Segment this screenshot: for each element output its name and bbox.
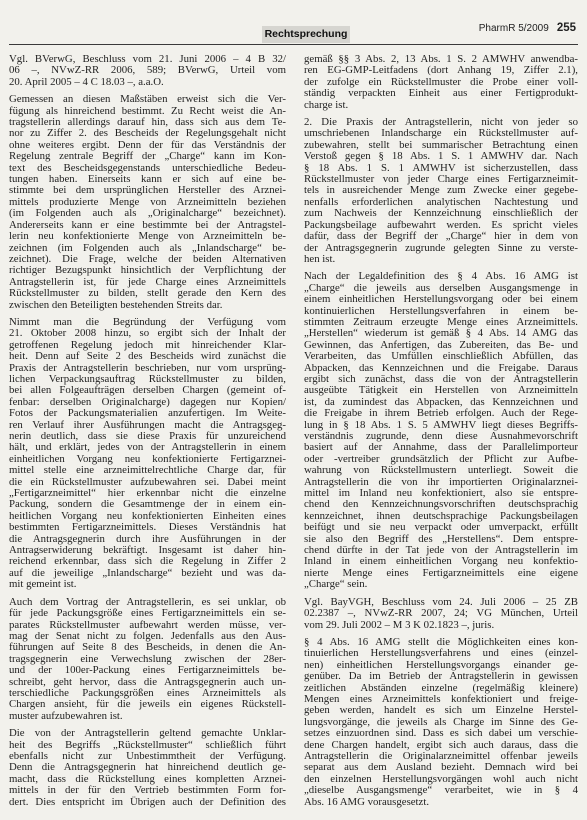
text-line: Auch dem Vortrag der Antragstellerin, es sei unklar, ob [9, 595, 286, 608]
text-line: ist, da zumindest das Abpacken, das Kennzeichnen und [304, 395, 578, 408]
paragraph [304, 54, 578, 111]
text-line: setzes einzuordnen sind. Dass es sich dabei um verschie- [304, 727, 578, 740]
text-line: lerin neu konfektionierte Menge von Arzneimitteln be- [9, 230, 286, 243]
text-line: dafür, dass der Begriff der „Charge“ hier in dem von [304, 230, 578, 243]
text-line: zeichnet). Die Frage, welche der beiden Alternativen [9, 252, 286, 265]
text-line: mag der Senat nicht zu folgen. Jedenfalls aus den Aus- [9, 629, 286, 642]
text-line: für jede Packungsgröße eines Fertigarzneimittels ein se- [9, 607, 286, 620]
text-line: separat aus dem Ausland bezieht. Demnach wird bei [304, 761, 578, 774]
text-line: lichen Verpackungsauftrag Rückstellmuster zu bilden, [9, 372, 286, 385]
text-line: kennzeichnet, ihnen deutschsprachige Packungsbeilagen [304, 509, 578, 522]
text-line: sie also den Begriff des „Herstellens“. Dem entspre- [304, 532, 578, 545]
text-line: charge ist. [304, 98, 349, 111]
paragraph [304, 637, 578, 808]
text-line: nor zu Ziffer 2. des Bescheids der Regelungsgehalt nicht [9, 127, 286, 140]
text-line: parates Rückstellmuster aufbewahrt werden müsse, ver- [9, 618, 286, 631]
text-line: oder -vertreiber grundsätzlich der Pflicht zur Aufbe- [304, 452, 578, 465]
text-line: „Charge“ sein. [304, 578, 368, 591]
text-line: führungen auf Seite 8 des Bescheids, in denen die An- [9, 641, 286, 654]
text-line: „Charge“ die jeweils aus derselben Ausgangsmenge in [304, 281, 578, 294]
text-line: mittel stelle eine arzneimittelrechtliche Charge dar, für [9, 464, 286, 477]
text-line: bestimmten Fertigarzneimittels. Dieses Verständnis hat [9, 521, 286, 534]
text-line: Antragserwiderung bekräftigt. Insgesamt ist daher hin- [9, 544, 286, 557]
text-line: kontinuierlichen Herstellungsverfahren in einem be- [304, 304, 578, 317]
text-line: 20. April 2005 – 4 C 18.03 –, a.a.O. [9, 75, 164, 88]
text-line: fenbar: derselben Originalcharge) dagegen nur Kopien/ [9, 395, 286, 408]
text-line: Praxis der Antragstellerin beschrieben, nur vom ursprüng- [9, 361, 286, 374]
text-line: Rückstellmuster von jeder Charge eines Fertigarzneimit- [304, 173, 578, 186]
text-line: vom 29. Juli 2002 – M 3 K 02.1823 –, juris. [304, 618, 495, 631]
text-line: Antragstellerin ist, für jede Charge eines Arzneimittels [9, 275, 286, 288]
text-line: ergibt sich zunächst, dass die von der Antragstellerin [304, 372, 578, 385]
text-line: dert. Dies entspricht im Übrigen auch der Definition des [9, 795, 286, 808]
text-line: Abs. 16 AMG vorausgesetzt. [304, 795, 430, 808]
paragraph [9, 54, 286, 88]
text-line: umschriebenen Inlandscharge ein Rückstellmuster auf- [304, 127, 578, 140]
page-number: 255 [556, 22, 576, 34]
text-line: der zufolge ein Rückstellmuster die Probe einer voll- [304, 75, 578, 88]
text-line: terschiedliche Packungsgrößen eines Arzneimittels als [9, 686, 286, 699]
text-line: Verarbeiten, das Umfüllen einschließlich Abfüllen, das [304, 350, 578, 363]
text-line: nierte Menge eines Fertigarzneimittels eine eigene [304, 566, 578, 579]
text-line: Vgl. BayVGH, Beschluss vom 24. Juli 2006 – 25 ZB [304, 595, 578, 608]
section-title: Rechtsprechung [262, 26, 350, 43]
text-line: Packungsbeilage aufbewahrt werden. Es spricht vieles [304, 218, 578, 231]
text-line: lungsvorgänge, die jeweils als Charge im Sinne des Ge- [304, 715, 578, 728]
text-line: und der 100er-Packung eines Fertigarzneimittels be- [9, 664, 286, 677]
text-line: Chargen ansieht, für die jeweils ein eigenes Rückstell- [9, 698, 286, 711]
text-line: gemäß §§ 3 Abs. 2, 13 Abs. 1 S. 2 AMWHV anwendba- [304, 53, 578, 65]
text-line: zwischen den Beteiligten bestehenden Streits dar. [9, 298, 223, 311]
text-line: mittels produzierte Menge von Arzneimitteln beziehen [9, 195, 286, 208]
text-line: muster aufzubewahren ist. [9, 709, 123, 722]
text-line: einem einheitlichen Herstellungsvorgang oder bei einem [304, 293, 578, 306]
text-line: Packung, sondern die Gesamtmenge der in einem ein- [9, 498, 286, 511]
paragraph [9, 597, 286, 722]
text-line: Abpacken, das Kennzeichnen und die Freigabe. Daraus [304, 361, 578, 374]
text-line: heit des Begriffs „Rückstellmuster“ schließlich führt [9, 738, 286, 751]
text-line: genüber. Da im Betrieb der Antragstellerin in gewissen [304, 670, 578, 683]
text-line: stimmte bei dem ursprünglichen Hersteller des Arznei- [9, 184, 286, 197]
text-line: dene Chargen handelt, ergibt sich auch daraus, dass die [304, 738, 578, 751]
text-line: hält, und erklärt, jedes von der Antragstellerin in einem [9, 441, 286, 454]
text-line: macht, dass die Rückstellung eines kompletten Arznei- [9, 772, 286, 785]
text-line: ständig verpackten Einheit aus einer Fertigprodukt- [304, 87, 578, 100]
text-line: Die von der Antragstellerin geltend gemachte Unklar- [9, 727, 286, 740]
paragraph [304, 117, 578, 265]
text-line: auf die jeweilige „Inlandscharge“ bezieht und was da- [9, 566, 286, 579]
text-line: Andererseits kann er eine bestimmte bei der Antragstel- [9, 218, 286, 231]
text-line: 21. Oktober 2008 hinzu, so ergibt sich der Inhalt der [9, 327, 286, 340]
text-line: „dieselbe Ausgangsmenge“ verarbeitet, wie in § 4 [304, 784, 578, 797]
text-line: § 18 Abs. 1 S. 1 AMWHV ist sicherzustellen, dass [304, 161, 578, 174]
text-line: tels in ausreichender Menge zum Zwecke einer gegebe- [304, 184, 578, 197]
text-line: hen ist. [304, 252, 336, 265]
text-line: reichend erkennbar, dass sich die Regelung in Ziffer 2 [9, 555, 286, 568]
text-line: geben werden, handelt es sich um Einzelne Herstel- [304, 704, 578, 717]
text-line: ebenfalls nicht zur Unbestimmtheit der Verfügung. [9, 749, 286, 762]
text-line: chend den Kennzeichnungsvorschriften deutschsprachig [304, 498, 578, 511]
text-line: getroffenen Regelung jedoch mit hinreichender Klar- [9, 338, 286, 351]
text-line: Antragstellerin die von ihr importierten Originalarznei- [304, 475, 578, 488]
text-line: chend dürfte in der Tat jede von der Antragstellerin im [304, 544, 578, 557]
text-line: 06 –, NVwZ-RR 2006, 589; BVerwG, Urteil vom [9, 64, 286, 77]
text-line: einheitlichen Vorgang neu konfektionierte Fertigarznei- [9, 452, 286, 465]
text-line: § 4 Abs. 16 AMG stellt die Möglichkeiten eines kon- [304, 635, 578, 648]
text-line: zeichnen (im Folgenden auch als „Inlandscharge“ be- [9, 241, 286, 254]
text-line: Nimmt man die Begründung der Verfügung vom [9, 315, 286, 328]
text-line: Inland in einem einheitlichen Vorgang neu konfektio- [304, 555, 578, 568]
text-line: ren EG-GMP-Leitfadens (dort Anhang 19, Ziffer 2.1), [304, 64, 578, 77]
text-line: basiert auf der Annahme, dass der Parallelimporteur [304, 441, 578, 454]
text-line: tragstellerin allerdings darauf hin, dass sich aus dem Te- [9, 116, 286, 129]
text-line: mit gemeint ist. [9, 578, 77, 591]
right-column [304, 54, 578, 808]
text-line: schreibt, geht hervor, dass die Antragsgegnerin auch un- [9, 675, 286, 688]
text-line: „Herstellen“ wiederum ist gemäß § 4 Abs. 14 AMG das [304, 327, 578, 340]
text-line: wahrung von Rückstellmustern unterliegt. Soweit die [304, 464, 578, 477]
text-line: tragsgegnerin eine Verwechslung zwischen der 28er- [9, 652, 286, 665]
text-line: fügung als hinreichend bestimmt. Zu Recht weist die An- [9, 104, 286, 117]
text-line: verständnis zugrunde, denn diese Ausnahmevorschrift [304, 430, 578, 442]
text-line: 02.2387 –, NVwZ-RR 2007, 24; VG München, Urteil [304, 607, 578, 620]
text-line: mittels in der für den Vertrieb bestimmten Form for- [9, 784, 286, 797]
header-rule [9, 44, 578, 45]
text-line: die ein Rückstellmuster aufzubewahren sei. Dabei meint [9, 475, 286, 488]
paragraph [9, 728, 286, 808]
text-line: Gemessen an diesen Maßstäben erweist sich die Ver- [9, 93, 286, 106]
text-line: die Antragsgegnerin durch ihre Ausführungen in der [9, 532, 286, 545]
text-line: die Freigabe in ihrem Betrieb erfolgen. Auch der Rege- [304, 407, 578, 420]
text-line: nen) einheitlichen Herstellungsvorgangs einander ge- [304, 658, 578, 671]
paragraph [304, 271, 578, 590]
text-line: bei allen Folgeaufträgen derselben Chargen (gemeint of- [9, 384, 286, 397]
text-line: (im Folgenden auch als „Originalcharge“ bezeichnet). [9, 207, 286, 220]
text-line: nerin deutlich, dass sie diese Praxis für unzureichend [9, 430, 286, 442]
text-line: Mengen eines Arzneimittels konfektioniert und freige- [304, 692, 578, 705]
text-line: tungen haben. Einerseits kann er sich auf eine be- [9, 173, 286, 186]
text-line: Regelung zentrale Begriff der „Charge“ kann im Kon- [9, 150, 286, 163]
running-header [479, 21, 576, 36]
journal-issue: PharmR 5/2009 [478, 23, 549, 34]
text-line: ausgeübte Tätigkeit ein Herstellen von Arzneimitteln [304, 384, 578, 397]
text-line: zeitlichen Abständen einzelne (regelmäßig kleinere) [304, 681, 578, 694]
text-line: Antragstellerin die Originalarzneimittel offenbar jeweils [304, 749, 578, 762]
text-line: 2. Die Praxis der Antragstellerin, nicht von jeder so [304, 116, 578, 129]
text-line: Verstoß gegen § 18 Abs. 1 S. 1 AMWHV dar. Nach [304, 150, 578, 163]
text-line: text des Bescheidsgegenstands unterschiedliche Bedeu- [9, 161, 286, 174]
text-line: beifügt und sie neu verpackt oder umverpackt, erfüllt [304, 521, 578, 534]
text-line: zum Nachweis der Kennzeichnung einschließlich der [304, 207, 578, 220]
text-line: ren Verlauf ihrer Ausführungen macht die Antragsgeg- [9, 418, 286, 431]
text-line: heit. Denn auf Seite 2 des Bescheids wird zunächst die [9, 350, 286, 363]
text-line: Nach der Legaldefinition des § 4 Abs. 16 AMG ist [304, 270, 578, 283]
text-line: tinuierlichen Herstellungsverfahrens und eines (einzel- [304, 647, 578, 660]
text-line: mittel im Inland neu konfektioniert, also sie entspre- [304, 487, 578, 500]
text-line: heitlichen Vorgang neu konfektionierten Einheiten eines [9, 509, 286, 522]
text-line: stimmten Zeitraum erzeugte Menge eines Arzneimittels. [304, 315, 578, 328]
paragraph [9, 94, 286, 311]
text-line: ohne weiteres ergibt. Denn der für das Verständnis der [9, 138, 286, 151]
paragraph [304, 597, 578, 631]
text-line: zubewahren, stellt bei summarischer Betrachtung einen [304, 138, 578, 151]
text-line: Vgl. BVerwG, Beschluss vom 21. Juni 2006 – 4 B 32/ [9, 53, 286, 65]
text-line: richtiger Bezugspunkt hinsichtlich der Verpflichtung der [9, 264, 286, 277]
text-line: Denn die Antragsgegnerin hat hinreichend deutlich ge- [9, 761, 286, 774]
text-line: „Fertigarzneimittel“ hier erkennbar nicht die einzelne [9, 487, 286, 500]
text-line: lung in § 18 Abs. 1 S. 5 AMWHV liegt dieses Begriffs- [304, 418, 578, 431]
text-line: Fotos der Packungsmaterialien anzufertigen. Im Weite- [9, 407, 286, 420]
left-column [9, 54, 286, 808]
text-line: Rückstellmuster zu bilden, stellt gerade den Kern des [9, 287, 286, 300]
text-line: der Antragsgegnerin zugrunde gelegten Sinne zu verste- [304, 241, 578, 254]
text-line: Gewinnen, das Anfertigen, das Zubereiten, das Be- und [304, 338, 578, 351]
text-line: nenfalls erforderlichen analytischen Nachtestung und [304, 195, 578, 208]
text-line: den einzelnen Herstellungsvorgängen wohl auch nicht [304, 772, 578, 785]
paragraph [9, 317, 286, 591]
